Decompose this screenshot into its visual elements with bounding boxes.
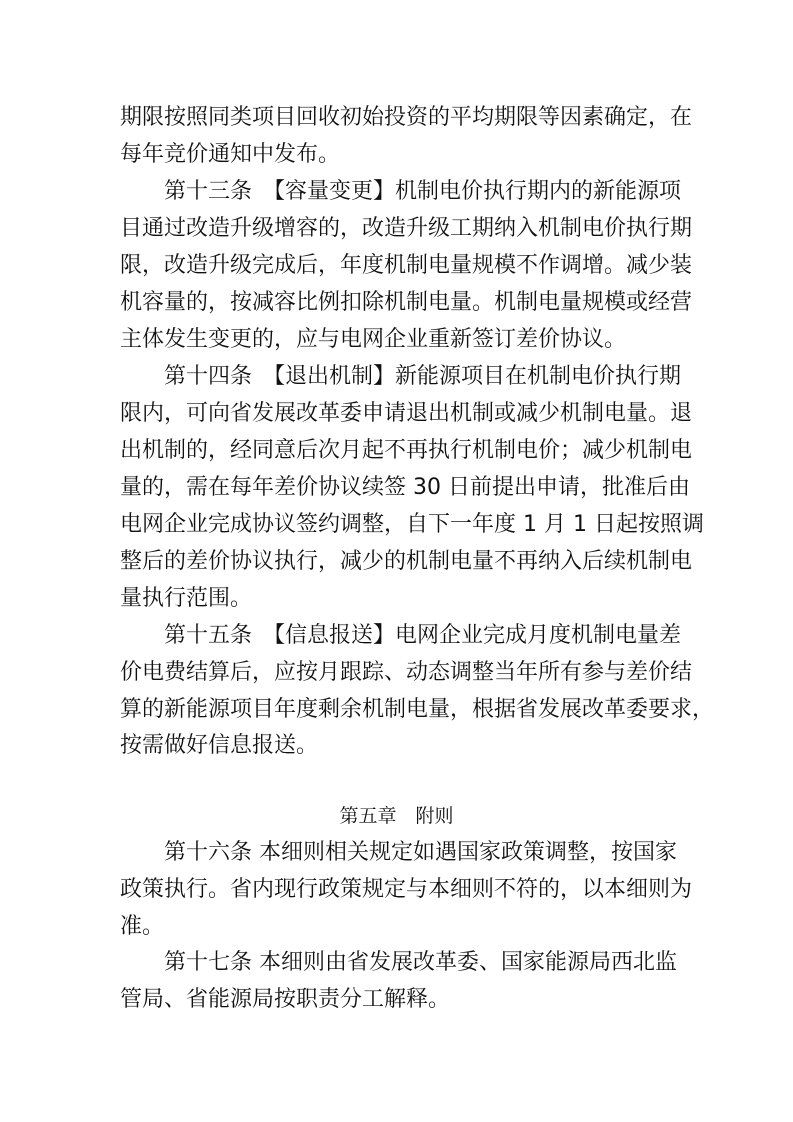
- paragraph-line: 整后的差价协议执行，减少的机制电量不再纳入后续机制电: [120, 549, 693, 574]
- article-13-heading-line: 第十三条 【容量变更】机制电价执行期内的新能源项: [164, 179, 682, 204]
- paragraph-line: 每年竞价通知中发布。: [120, 142, 341, 167]
- paragraph-line: 目通过改造升级增容的，改造升级工期纳入机制电价执行期: [120, 216, 693, 241]
- paragraph-line: 按需做好信息报送。: [120, 733, 319, 758]
- paragraph-line: 期限按照同类项目回收初始投资的平均期限等因素确定，在: [120, 105, 693, 130]
- paragraph-line: 主体发生变更的，应与电网企业重新签订差价协议。: [120, 327, 627, 352]
- article-16-heading-line: 第十六条 本细则相关规定如遇国家政策调整，按国家: [164, 840, 677, 865]
- paragraph-line: 限内，可向省发展改革委申请退出机制或减少机制电量。退: [120, 401, 693, 426]
- paragraph-line: 出机制的，经同意后次月起不再执行机制电价；减少机制电: [120, 438, 693, 463]
- paragraph-line: 政策执行。省内现行政策规定与本细则不符的，以本细则为: [120, 877, 693, 902]
- paragraph-line: 电网企业完成协议签约调整，自下一年度 1 月 1 日起按照调: [120, 512, 704, 537]
- paragraph-line: 限，改造升级完成后，年度机制电量规模不作调增。减少装: [120, 253, 693, 278]
- paragraph-line: 准。: [120, 914, 165, 939]
- chapter-title: 第五章 附则: [339, 805, 454, 827]
- paragraph-line: 机容量的，按减容比例扣除机制电量。机制电量规模或经营: [120, 290, 693, 315]
- paragraph-line: 量的，需在每年差价协议续签 30 日前提出申请，批准后由: [120, 475, 690, 500]
- article-15-heading-line: 第十五条 【信息报送】电网企业完成月度机制电量差: [164, 623, 682, 648]
- paragraph-line: 管局、省能源局按职责分工解释。: [120, 987, 451, 1012]
- paragraph-line: 算的新能源项目年度剩余机制电量，根据省发展改革委要求，: [120, 697, 715, 722]
- article-14-heading-line: 第十四条 【退出机制】新能源项目在机制电价执行期: [164, 364, 682, 389]
- paragraph-line: 量执行范围。: [120, 586, 253, 611]
- article-17-heading-line: 第十七条 本细则由省发展改革委、国家能源局西北监: [164, 950, 677, 975]
- paragraph-line: 价电费结算后，应按月跟踪、动态调整当年所有参与差价结: [120, 660, 693, 685]
